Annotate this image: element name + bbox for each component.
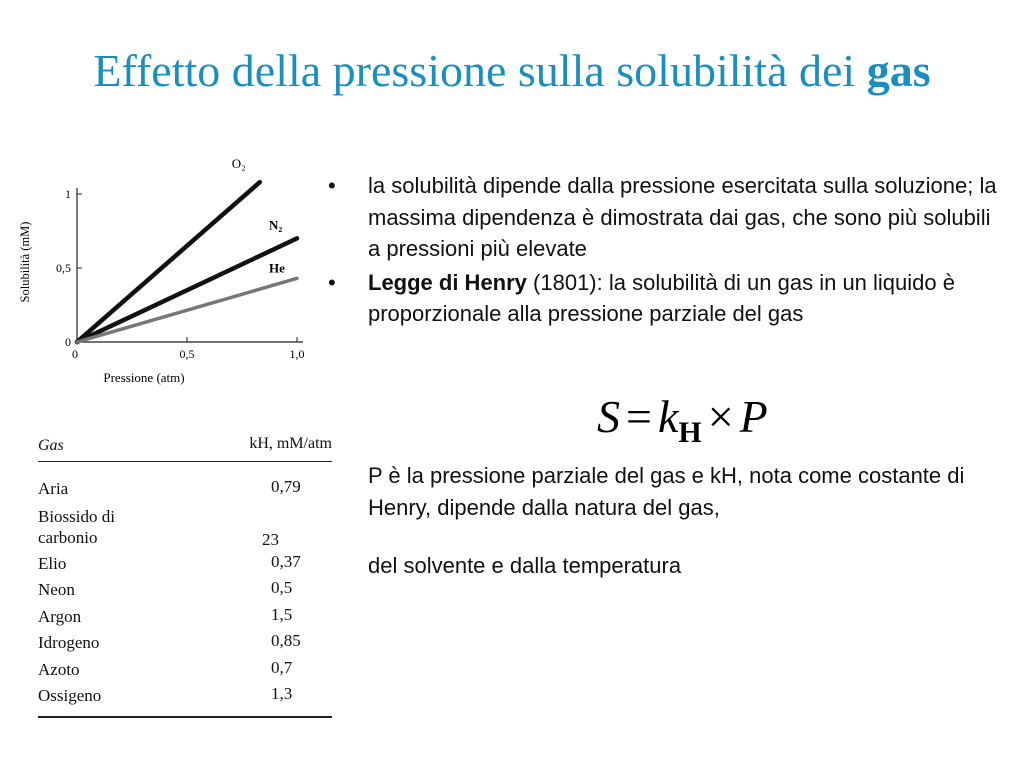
table-row	[38, 657, 332, 684]
table-row	[38, 577, 332, 604]
gas-name: Idrogeno	[38, 633, 100, 652]
bullet-item-2	[328, 267, 998, 330]
x-tick-label: 0	[72, 347, 78, 361]
header-kh: kH, mM/atm	[249, 435, 332, 452]
table-row	[38, 503, 332, 551]
bullet-2-text: (1801): la solubilità di un gas in un liquido è proporzionale alla pressione parziale del gas	[368, 269, 955, 326]
table-row	[38, 551, 332, 578]
slide-title	[0, 44, 1024, 97]
title-bold-word: gas	[866, 45, 931, 96]
bullet-marker: •	[328, 269, 336, 295]
kh-value: 0,37	[271, 551, 301, 571]
table-header	[38, 435, 332, 462]
formula-s: S	[597, 391, 620, 442]
kh-value: 0,85	[271, 631, 301, 650]
y-tick-label: 1	[65, 187, 71, 201]
kh-value: 23	[262, 529, 279, 549]
gas-name: Argon	[38, 606, 82, 626]
table-row	[38, 683, 332, 710]
paragraph-henry-constant: P è la pressione parziale del gas e kH, nota come costante di Henry, dipende dalla natura del gas,	[368, 463, 965, 520]
kh-value: 0,7	[271, 657, 293, 677]
kh-value: 0,5	[271, 578, 293, 597]
gas-name: Azoto	[38, 659, 80, 679]
x-axis-label: Pressione (atm)	[103, 370, 185, 385]
table-row	[38, 630, 332, 657]
y-tick-label: 0,5	[56, 261, 71, 275]
bullet-1-text: la solubilità dipende dalla pressione esercitata sulla soluzione; la massima dipendenza è dimostrata dai gas, che sono più solubili a pressioni più elevate	[368, 173, 997, 261]
solubility-chart	[18, 156, 318, 395]
series-line-2	[77, 238, 297, 342]
formula-p: P	[739, 391, 768, 442]
gas-name: Biossido di carbonio	[38, 506, 115, 547]
gas-name: Neon	[38, 580, 75, 599]
title-text: Effetto della pressione sulla solubilità dei	[93, 45, 867, 96]
gas-name: Elio	[38, 553, 67, 573]
series-label-1: O₂	[231, 156, 246, 172]
kh-value: 1,5	[271, 604, 293, 624]
paragraph-solvent-temperature: del solvente e dalla temperatura	[368, 553, 682, 578]
henry-formula	[597, 390, 768, 449]
kh-value: 0,79	[271, 477, 301, 496]
formula-k: k	[657, 391, 679, 442]
bullet-item-1	[328, 170, 998, 265]
y-axis-label: Solubilità (mM)	[18, 221, 32, 303]
table-row	[38, 476, 332, 503]
henry-law-label: Legge di Henry	[368, 269, 527, 295]
series-label-2: N₂	[269, 217, 283, 233]
x-tick-label: 0,5	[179, 347, 195, 361]
y-tick-label: 0	[65, 335, 71, 349]
x-tick-label: 1,0	[289, 347, 305, 361]
header-gas: Gas	[38, 437, 64, 454]
bullet-list	[328, 170, 998, 332]
formula-equals: =	[626, 391, 652, 442]
series-label-3: He	[269, 260, 285, 276]
kh-value: 1,3	[271, 684, 293, 703]
bullet-marker: •	[328, 173, 336, 198]
gas-name: Ossigeno	[38, 686, 102, 705]
henry-constants-table	[38, 435, 332, 718]
table-row	[38, 604, 332, 631]
gas-name: Aria	[38, 479, 69, 498]
formula-times: ×	[707, 391, 734, 442]
series-line-1	[77, 182, 260, 342]
table-body	[38, 462, 332, 718]
formula-subscript: H	[678, 416, 702, 449]
solubility-chart-svg	[18, 156, 318, 395]
